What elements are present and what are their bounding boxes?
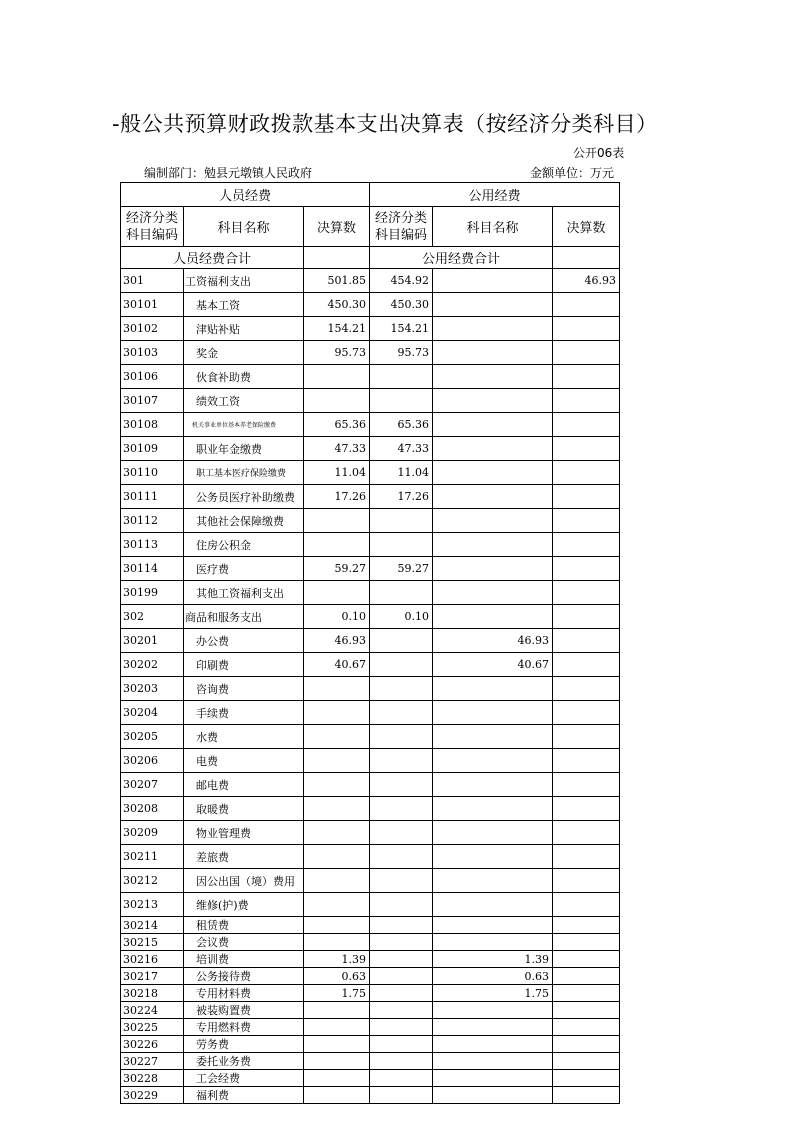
row-public-code (370, 845, 433, 869)
row-public-code (370, 1053, 433, 1070)
row-public-code (370, 581, 433, 605)
table-row (121, 1036, 620, 1053)
row-amount (304, 1053, 370, 1070)
row-public-amount (553, 893, 620, 917)
table-row (121, 869, 620, 893)
row-public-name (433, 605, 553, 629)
row-amount: 154.21 (304, 317, 370, 341)
row-public-amount (553, 365, 620, 389)
row-name: 福利费 (184, 1087, 304, 1104)
row-public-name (433, 677, 553, 701)
table-row (121, 341, 620, 365)
row-public-name (433, 341, 553, 365)
row-amount: 46.93 (304, 629, 370, 653)
row-code: 30211 (121, 845, 184, 869)
row-name: 差旅费 (184, 845, 304, 869)
row-name: 医疗费 (184, 557, 304, 581)
row-public-name (433, 413, 553, 437)
row-name: 租赁费 (184, 917, 304, 934)
table-row (121, 1019, 620, 1036)
row-public-name (433, 437, 553, 461)
row-public-amount (553, 725, 620, 749)
row-public-code: 65.36 (370, 413, 433, 437)
row-public-name: 1.75 (433, 985, 553, 1002)
row-code: 30218 (121, 985, 184, 1002)
row-public-name (433, 725, 553, 749)
row-amount: 1.39 (304, 951, 370, 968)
row-public-code (370, 869, 433, 893)
row-code: 30205 (121, 725, 184, 749)
row-amount (304, 934, 370, 951)
row-public-code (370, 533, 433, 557)
table-row (121, 413, 620, 437)
row-name: 会议费 (184, 934, 304, 951)
row-public-code (370, 629, 433, 653)
total-public-value (553, 247, 620, 269)
row-amount (304, 725, 370, 749)
row-code: 30208 (121, 797, 184, 821)
row-public-code: 59.27 (370, 557, 433, 581)
row-public-amount (553, 389, 620, 413)
row-public-name (433, 293, 553, 317)
row-name: 因公出国（境）费用 (184, 869, 304, 893)
row-public-name (433, 701, 553, 725)
row-name: 奖金 (184, 341, 304, 365)
row-amount (304, 1087, 370, 1104)
row-name: 津贴补贴 (184, 317, 304, 341)
row-public-code (370, 701, 433, 725)
row-code: 30102 (121, 317, 184, 341)
row-public-name (433, 869, 553, 893)
row-name: 其他社会保障缴费 (184, 509, 304, 533)
row-public-name (433, 845, 553, 869)
row-public-name (433, 917, 553, 934)
row-amount (304, 1019, 370, 1036)
row-amount (304, 773, 370, 797)
col-header-amount: 决算数 (553, 207, 620, 247)
row-amount (304, 509, 370, 533)
row-public-amount (553, 461, 620, 485)
row-public-name (433, 317, 553, 341)
row-public-code (370, 1070, 433, 1087)
table-row (121, 797, 620, 821)
row-name: 公务接待费 (184, 968, 304, 985)
row-name: 被装购置费 (184, 1002, 304, 1019)
row-public-amount (553, 1002, 620, 1019)
row-public-code (370, 985, 433, 1002)
row-code: 30207 (121, 773, 184, 797)
row-name: 取暖费 (184, 797, 304, 821)
row-name: 职工基本医疗保险缴费 (184, 461, 304, 485)
department-label: 编制部门：勉县元墩镇人民政府 (144, 166, 313, 180)
row-code: 30212 (121, 869, 184, 893)
row-public-name (433, 533, 553, 557)
row-public-code (370, 725, 433, 749)
row-public-amount (553, 533, 620, 557)
row-public-name (433, 1002, 553, 1019)
row-amount (304, 677, 370, 701)
table-row (121, 985, 620, 1002)
row-public-name (433, 509, 553, 533)
row-public-code (370, 934, 433, 951)
row-public-amount (553, 1036, 620, 1053)
row-public-code (370, 821, 433, 845)
row-amount (304, 893, 370, 917)
row-amount (304, 1036, 370, 1053)
row-amount: 17.26 (304, 485, 370, 509)
table-row (121, 1070, 620, 1087)
row-public-name (433, 797, 553, 821)
row-name: 专用材料费 (184, 985, 304, 1002)
row-public-code (370, 773, 433, 797)
total-public-label: 公用经费合计 (370, 247, 553, 269)
row-public-code (370, 509, 433, 533)
row-name: 电费 (184, 749, 304, 773)
row-amount: 65.36 (304, 413, 370, 437)
table-row (121, 951, 620, 968)
row-code: 30217 (121, 968, 184, 985)
table-row (121, 968, 620, 985)
row-code: 30216 (121, 951, 184, 968)
col-header-name: 科目名称 (184, 207, 304, 247)
row-name: 水费 (184, 725, 304, 749)
row-public-name: 40.67 (433, 653, 553, 677)
total-personnel-label: 人员经费合计 (121, 247, 304, 269)
row-public-code (370, 653, 433, 677)
row-code: 301 (121, 269, 184, 293)
row-code: 30229 (121, 1087, 184, 1104)
table-row (121, 749, 620, 773)
row-code: 30203 (121, 677, 184, 701)
col-header-code: 经济分类科目编码 (370, 207, 433, 247)
row-amount (304, 845, 370, 869)
row-name: 培训费 (184, 951, 304, 968)
row-name: 住房公积金 (184, 533, 304, 557)
row-public-amount (553, 485, 620, 509)
table-row (121, 365, 620, 389)
row-public-amount (553, 1053, 620, 1070)
row-public-amount (553, 581, 620, 605)
row-name: 邮电费 (184, 773, 304, 797)
row-public-name (433, 1019, 553, 1036)
row-name: 劳务费 (184, 1036, 304, 1053)
row-code: 30108 (121, 413, 184, 437)
row-public-amount (553, 653, 620, 677)
col-header-code: 经济分类科目编码 (121, 207, 184, 247)
table-row (121, 581, 620, 605)
row-name: 专用燃料费 (184, 1019, 304, 1036)
row-code: 30101 (121, 293, 184, 317)
row-code: 30103 (121, 341, 184, 365)
row-amount: 1.75 (304, 985, 370, 1002)
row-public-code (370, 1036, 433, 1053)
row-public-code (370, 1087, 433, 1104)
row-public-amount (553, 821, 620, 845)
row-amount (304, 869, 370, 893)
row-name: 维修(护)费 (184, 893, 304, 917)
row-public-code (370, 1002, 433, 1019)
row-code: 30213 (121, 893, 184, 917)
row-public-amount (553, 1019, 620, 1036)
row-public-code: 95.73 (370, 341, 433, 365)
row-amount: 11.04 (304, 461, 370, 485)
row-public-amount (553, 869, 620, 893)
row-amount (304, 821, 370, 845)
row-public-code: 454.92 (370, 269, 433, 293)
row-public-name (433, 485, 553, 509)
row-public-name (433, 365, 553, 389)
row-name: 工会经费 (184, 1070, 304, 1087)
row-name: 委托业务费 (184, 1053, 304, 1070)
row-public-code (370, 389, 433, 413)
row-code: 302 (121, 605, 184, 629)
row-code: 30110 (121, 461, 184, 485)
row-public-name (433, 557, 553, 581)
row-amount: 47.33 (304, 437, 370, 461)
row-amount (304, 749, 370, 773)
group-header-personnel: 人员经费 (121, 183, 370, 207)
col-header-name: 科目名称 (433, 207, 553, 247)
row-amount (304, 797, 370, 821)
row-public-code: 11.04 (370, 461, 433, 485)
table-row (121, 653, 620, 677)
row-amount: 0.63 (304, 968, 370, 985)
row-name: 绩效工资 (184, 389, 304, 413)
row-public-amount (553, 413, 620, 437)
row-public-code (370, 797, 433, 821)
row-code: 30228 (121, 1070, 184, 1087)
row-public-amount (553, 917, 620, 934)
row-public-code: 154.21 (370, 317, 433, 341)
row-code: 30224 (121, 1002, 184, 1019)
row-amount (304, 365, 370, 389)
page-title: -般公共预算财政拨款基本支出决算表（按经济分类科目） (112, 112, 658, 136)
row-public-code (370, 951, 433, 968)
row-amount (304, 701, 370, 725)
row-public-code: 450.30 (370, 293, 433, 317)
row-public-name (433, 893, 553, 917)
row-amount (304, 581, 370, 605)
row-amount: 0.10 (304, 605, 370, 629)
row-public-amount (553, 968, 620, 985)
table-row (121, 629, 620, 653)
row-code: 30215 (121, 934, 184, 951)
row-name: 手续费 (184, 701, 304, 725)
row-public-name (433, 389, 553, 413)
row-amount: 95.73 (304, 341, 370, 365)
row-public-name (433, 773, 553, 797)
row-name: 公务员医疗补助缴费 (184, 485, 304, 509)
table-row (121, 509, 620, 533)
row-code: 30227 (121, 1053, 184, 1070)
row-public-amount (553, 605, 620, 629)
row-name: 工资福利支出 (184, 269, 304, 293)
row-public-amount: 46.93 (553, 269, 620, 293)
table-row (121, 893, 620, 917)
row-public-amount (553, 951, 620, 968)
table-row (121, 917, 620, 934)
row-public-name (433, 749, 553, 773)
row-public-name (433, 1053, 553, 1070)
col-header-amount: 决算数 (304, 207, 370, 247)
row-public-amount (553, 677, 620, 701)
row-name: 物业管理费 (184, 821, 304, 845)
row-code: 30226 (121, 1036, 184, 1053)
table-row (121, 773, 620, 797)
row-name: 其他工资福利支出 (184, 581, 304, 605)
row-code: 30111 (121, 485, 184, 509)
total-personnel-value (304, 247, 370, 269)
table-row (121, 934, 620, 951)
row-name: 商品和服务支出 (184, 605, 304, 629)
row-public-code (370, 749, 433, 773)
row-code: 30225 (121, 1019, 184, 1036)
row-public-name: 46.93 (433, 629, 553, 653)
row-amount (304, 917, 370, 934)
row-public-amount (553, 797, 620, 821)
row-public-code (370, 893, 433, 917)
table-row (121, 317, 620, 341)
row-name: 印刷费 (184, 653, 304, 677)
row-public-amount (553, 749, 620, 773)
row-amount (304, 389, 370, 413)
group-header-public: 公用经费 (370, 183, 620, 207)
table-row (121, 389, 620, 413)
row-public-name (433, 461, 553, 485)
row-name: 咨询费 (184, 677, 304, 701)
row-public-code (370, 677, 433, 701)
row-code: 30109 (121, 437, 184, 461)
row-public-code (370, 968, 433, 985)
table-row (121, 1053, 620, 1070)
table-row (121, 293, 620, 317)
table-row (121, 821, 620, 845)
row-public-amount (553, 317, 620, 341)
row-code: 30201 (121, 629, 184, 653)
row-name: 机关事业单位基本养老保险缴费 (184, 413, 304, 437)
row-public-name (433, 1087, 553, 1104)
row-public-amount (553, 845, 620, 869)
row-code: 30206 (121, 749, 184, 773)
row-amount (304, 533, 370, 557)
row-amount: 40.67 (304, 653, 370, 677)
row-public-code: 0.10 (370, 605, 433, 629)
row-code: 30209 (121, 821, 184, 845)
row-amount: 450.30 (304, 293, 370, 317)
row-public-code (370, 365, 433, 389)
table-row (121, 533, 620, 557)
form-number: 公开06表 (573, 146, 625, 160)
row-code: 30199 (121, 581, 184, 605)
table-row (121, 1087, 620, 1104)
row-public-code: 17.26 (370, 485, 433, 509)
table-row (121, 677, 620, 701)
row-public-amount (553, 934, 620, 951)
row-public-amount (553, 985, 620, 1002)
row-public-name (433, 934, 553, 951)
row-amount: 59.27 (304, 557, 370, 581)
row-amount (304, 1002, 370, 1019)
table-row (121, 725, 620, 749)
row-code: 30214 (121, 917, 184, 934)
row-code: 30107 (121, 389, 184, 413)
row-public-code: 47.33 (370, 437, 433, 461)
row-public-amount (553, 701, 620, 725)
table-row (121, 557, 620, 581)
row-public-name (433, 581, 553, 605)
row-name: 办公费 (184, 629, 304, 653)
table-row (121, 485, 620, 509)
row-public-amount (553, 293, 620, 317)
row-public-amount (553, 1070, 620, 1087)
row-public-amount (553, 557, 620, 581)
row-public-amount (553, 629, 620, 653)
row-public-code (370, 1019, 433, 1036)
row-code: 30202 (121, 653, 184, 677)
row-public-amount (553, 341, 620, 365)
row-code: 30113 (121, 533, 184, 557)
row-amount: 501.85 (304, 269, 370, 293)
row-public-name: 1.39 (433, 951, 553, 968)
unit-label: 金额单位：万元 (530, 166, 615, 180)
table-row (121, 269, 620, 293)
row-name: 职业年金缴费 (184, 437, 304, 461)
row-public-name (433, 269, 553, 293)
table-row (121, 845, 620, 869)
row-public-name (433, 821, 553, 845)
row-public-amount (553, 773, 620, 797)
table-row (121, 461, 620, 485)
row-name: 基本工资 (184, 293, 304, 317)
row-public-amount (553, 509, 620, 533)
table-row (121, 701, 620, 725)
row-public-amount (553, 1087, 620, 1104)
row-public-code (370, 917, 433, 934)
table-row (121, 437, 620, 461)
row-public-amount (553, 437, 620, 461)
table-row (121, 605, 620, 629)
row-code: 30114 (121, 557, 184, 581)
row-public-name (433, 1036, 553, 1053)
row-name: 伙食补助费 (184, 365, 304, 389)
row-code: 30112 (121, 509, 184, 533)
expenditure-table (120, 182, 620, 1104)
row-public-name: 0.63 (433, 968, 553, 985)
row-code: 30204 (121, 701, 184, 725)
table-row (121, 1002, 620, 1019)
row-code: 30106 (121, 365, 184, 389)
row-amount (304, 1070, 370, 1087)
row-public-name (433, 1070, 553, 1087)
